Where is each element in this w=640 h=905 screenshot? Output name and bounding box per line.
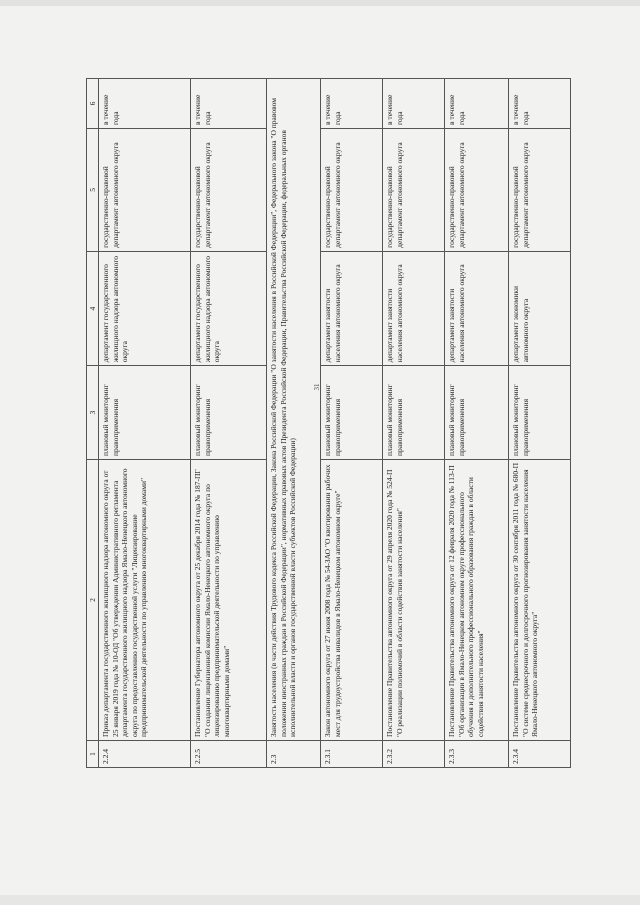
executor: департамент государственного жилищного надзора автономного округа bbox=[99, 251, 191, 365]
term: в течение года bbox=[191, 79, 267, 129]
row-number: 2.3.1 bbox=[321, 740, 383, 767]
document-title: Постановление Правительства автономного округа от 12 февраля 2020 года № 113-П "Об организации в Ямало-Ненецком автономном округе профессионального обучения и дополнительного профессионального образования граждан в области содействия занятости населения" bbox=[445, 459, 509, 740]
partner: государственно-правовой департамент автономного округа bbox=[191, 129, 267, 252]
scan-edge-bottom bbox=[0, 895, 640, 905]
header-cell: 1 bbox=[87, 740, 99, 767]
rotated-table-container bbox=[86, 78, 540, 768]
document-title: Постановление Правительства автономного округа от 29 апреля 2020 года № 524-П "О реализации полномочий в области содействия занятости населения" bbox=[383, 459, 445, 740]
monitoring-type: плановый мониторинг правоприменения bbox=[383, 366, 445, 460]
partner: государственно-правовой департамент автономного округа bbox=[509, 129, 571, 252]
header-cell: 4 bbox=[87, 251, 99, 365]
partner: государственно-правовой департамент автономного округа bbox=[383, 129, 445, 252]
term: в течение года bbox=[509, 79, 571, 129]
row-number: 2.2.5 bbox=[191, 740, 267, 767]
partner: государственно-правовой департамент автономного округа bbox=[321, 129, 383, 252]
monitoring-type: плановый мониторинг правоприменения bbox=[191, 366, 267, 460]
header-cell: 5 bbox=[87, 129, 99, 252]
table-row bbox=[191, 79, 267, 768]
table-row bbox=[321, 79, 383, 768]
table-row bbox=[509, 79, 571, 768]
document-title: Закон автономного округа от 27 июня 2008 года № 54-ЗАО "О квотировании рабочих мест для трудоустройства инвалидов в Ямало-Ненецком автономном округе" bbox=[321, 459, 383, 740]
executor: департамент занятости населения автономного округа bbox=[445, 251, 509, 365]
page-number: 31 bbox=[313, 383, 321, 391]
table-row bbox=[99, 79, 191, 768]
header-cell: 3 bbox=[87, 366, 99, 460]
executor: департамент занятости населения автономного округа bbox=[383, 251, 445, 365]
monitoring-type: плановый мониторинг правоприменения bbox=[445, 366, 509, 460]
row-number: 2.3.4 bbox=[509, 740, 571, 767]
section-title: Занятость населения (в части действия Трудового кодекса Российской Федерации, Закона Российской Федерации "О занятости населения в Российской Федерации", Федерального закона "О правовом положении иностранных граждан в Российской Федерации", нормативных правовых актов Президента Российской Федерации, Правительства Российской Федерации, федеральных органов исполнительной власти и органов государственной власти субъектов Российской Федерации) bbox=[267, 79, 321, 741]
term: в течение года bbox=[383, 79, 445, 129]
table-header-row bbox=[87, 79, 99, 768]
monitoring-type: плановый мониторинг правоприменения bbox=[321, 366, 383, 460]
row-number: 2.3 bbox=[267, 740, 321, 767]
header-cell: 6 bbox=[87, 79, 99, 129]
monitoring-type: плановый мониторинг правоприменения bbox=[509, 366, 571, 460]
executor: департамент занятости населения автономного округа bbox=[321, 251, 383, 365]
row-number: 2.2.4 bbox=[99, 740, 191, 767]
document-title: Постановление Правительства автономного округа от 30 сентября 2011 года № 680-П "О системе среднесрочного и долгосрочного прогнозирования занятости населения Ямало-Ненецкого автономного округа" bbox=[509, 459, 571, 740]
partner: государственно-правовой департамент автономного округа bbox=[99, 129, 191, 252]
monitoring-plan-table bbox=[86, 78, 571, 768]
document-title: Приказ департамента государственного жилищного надзора автономного округа от 25 января 2019 года № 10-ОД "Об утверждении Административного регламента департамента государственного жилищного надзора Ямало-Ненецкого автономного округа по предоставлению государственной услуги "Лицензирование предпринимательской деятельности по управлению многоквартирными домами" bbox=[99, 459, 191, 740]
monitoring-type: плановый мониторинг правоприменения bbox=[99, 366, 191, 460]
document-title: Постановление Губернатора автономного округа от 25 декабря 2014 года № 187-ПГ "О создании лицензионной комиссии Ямало-Ненецкого автономного округа по лицензированию предпринимательской деятельности по управлению многоквартирными домами" bbox=[191, 459, 267, 740]
term: в течение года bbox=[445, 79, 509, 129]
table-row bbox=[383, 79, 445, 768]
executor: департамент экономики автономного округа bbox=[509, 251, 571, 365]
header-cell: 2 bbox=[87, 459, 99, 740]
section-row bbox=[267, 79, 321, 768]
row-number: 2.3.2 bbox=[383, 740, 445, 767]
executor: департамент государственного жилищного надзора автономного округа bbox=[191, 251, 267, 365]
partner: государственно-правовой департамент автономного округа bbox=[445, 129, 509, 252]
table-row bbox=[445, 79, 509, 768]
term: в течение года bbox=[321, 79, 383, 129]
row-number: 2.3.3 bbox=[445, 740, 509, 767]
term: в течение года bbox=[99, 79, 191, 129]
scan-edge-top bbox=[0, 0, 640, 6]
